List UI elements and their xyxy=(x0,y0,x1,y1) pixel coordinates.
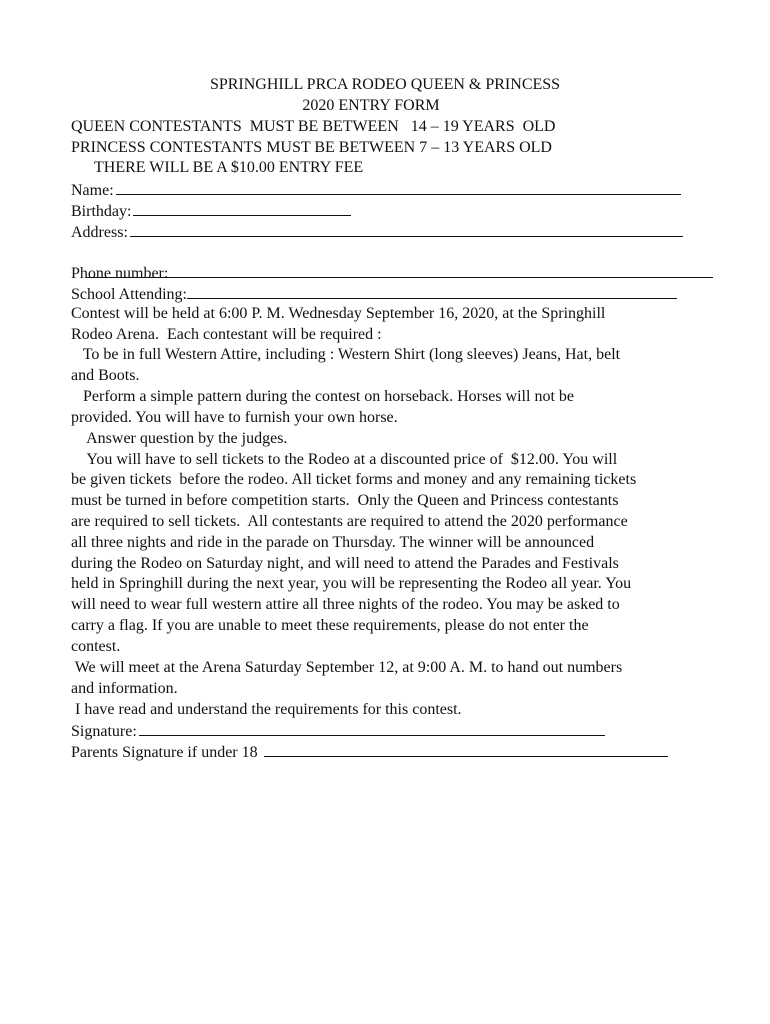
body-line: Rodeo Arena. Each contestant will be required : xyxy=(71,326,382,343)
body-line: Perform a simple pattern during the contest on horseback. Horses will not be xyxy=(71,388,574,405)
birthday-label: Birthday: xyxy=(71,203,132,220)
phone-input-line[interactable] xyxy=(170,262,675,278)
school-field[interactable] xyxy=(71,283,677,305)
body-line: I have read and understand the requirements for this contest. xyxy=(71,701,462,718)
body-line: Answer question by the judges. xyxy=(71,430,288,447)
parents-signature-input-line[interactable] xyxy=(264,741,668,757)
body-line: and information. xyxy=(71,680,178,697)
body-line: and Boots. xyxy=(71,367,140,384)
entry-fee-notice: THERE WILL BE A $10.00 ENTRY FEE xyxy=(94,159,364,176)
name-input-line[interactable] xyxy=(116,179,681,195)
body-line: We will meet at the Arena Saturday September 12, at 9:00 A. M. to hand out numbers xyxy=(71,659,623,676)
name-field[interactable] xyxy=(71,179,681,201)
body-line: To be in full Western Attire, including : Western Shirt (long sleeves) Jeans, Hat, belt xyxy=(71,346,621,363)
body-line: all three nights and ride in the parade on Thursday. The winner will be announced xyxy=(71,534,595,551)
birthday-input-line[interactable] xyxy=(133,200,351,216)
body-line: will need to wear full western attire all three nights of the rodeo. You may be asked to xyxy=(71,596,620,613)
body-line: provided. You will have to furnish your own horse. xyxy=(71,409,398,426)
signature-field[interactable] xyxy=(71,720,605,742)
body-line: must be turned in before competition starts. Only the Queen and Princess contestants xyxy=(71,492,619,509)
address-label: Address: xyxy=(71,224,128,241)
birthday-field[interactable] xyxy=(71,200,351,222)
address-field[interactable] xyxy=(71,221,683,243)
signature-input-line[interactable] xyxy=(139,720,605,736)
body-line: contest. xyxy=(71,638,121,655)
phone-field[interactable] xyxy=(71,262,675,284)
body-line: be given tickets before the rodeo. All ticket forms and money and any remaining tickets xyxy=(71,471,637,488)
signature-label: Signature: xyxy=(71,723,137,740)
address-input-line[interactable] xyxy=(130,221,683,237)
parents-signature-field[interactable] xyxy=(71,741,668,763)
body-line: Contest will be held at 6:00 P. M. Wednesday September 16, 2020, at the Springhill xyxy=(71,305,606,322)
form-subtitle: 2020 ENTRY FORM xyxy=(302,97,440,114)
body-line: You will have to sell tickets to the Rodeo at a discounted price of $12.00. You will xyxy=(71,451,618,468)
body-line: during the Rodeo on Saturday night, and will need to attend the Parades and Festivals xyxy=(71,555,619,572)
school-input-line[interactable] xyxy=(187,283,677,299)
body-line: are required to sell tickets. All contestants are required to attend the 2020 performance xyxy=(71,513,628,530)
phone-label: Phone number: xyxy=(71,265,169,282)
princess-age-requirement: PRINCESS CONTESTANTS MUST BE BETWEEN 7 – 13 YEARS OLD xyxy=(71,139,552,156)
body-line: carry a flag. If you are unable to meet these requirements, please do not enter the xyxy=(71,617,589,634)
queen-age-requirement: QUEEN CONTESTANTS MUST BE BETWEEN 14 – 19 YEARS OLD xyxy=(71,118,556,135)
school-label: School Attending: xyxy=(71,286,187,303)
parents-signature-label: Parents Signature if under 18 xyxy=(71,744,258,761)
form-title: SPRINGHILL PRCA RODEO QUEEN & PRINCESS xyxy=(209,76,561,93)
name-label: Name: xyxy=(71,182,114,199)
body-line: held in Springhill during the next year, you will be representing the Rodeo all year. You xyxy=(71,575,632,592)
